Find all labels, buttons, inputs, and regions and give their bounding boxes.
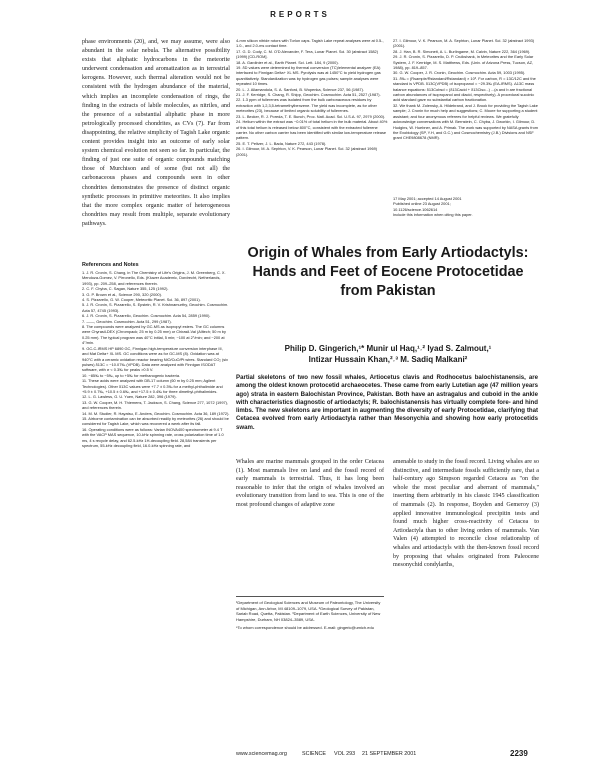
- reference-item: 10. −85‰ to −5‰, up to +5‰ for methanogenic bacteria.: [82, 372, 181, 378]
- reference-item: 4. S. Pizzarello, G. W. Cooper, Meteoritic Planet. Sci. 36, 897 (2001).: [82, 297, 201, 303]
- reference-item: 30. G. W. Cooper, J. R. Cronin, Geochim. Cosmochim. Acta 59, 1003 (1995).: [393, 70, 526, 76]
- reference-item: 23. L. Becker, R. J. Poreda, T. E. Bunch, Proc. Natl. Acad. Sci. U.S.A. 97, 2979 (2000).: [236, 113, 386, 119]
- reference-item: 19. δD values were determined by thermal conversion (TC)/elemental analyzer (EA) interfaced to Finnigan Delta+ XL MS. Pyrolysis was at 1450°C to yield hydrogen gas quantitatively. Standardization was by hydrogen gas pulses; sample analyses were repeated 10 times.: [236, 65, 381, 87]
- received-date: 17 May 2001; accepted 14 August 2001: [393, 196, 462, 201]
- abstract: Partial skeletons of two new fossil whales, Artiocetus clavis and Rodhocetus balochistanensis, are among the oldest known protocetid archaeocetes. These came from early Lutetian age (47 million years ago) strata in eastern Balochistan Province, Pakistan. Both have an astragalus and cuboid in the ankle with characteristics diagnostic of artiodactyls; R. balochistanensis has virtually complete fore- and hind limbs. The new skeletons are important in augmenting the diversity of early Protocetidae, clarifying that Cetacea evolved from early Artiodactyla rather than Mesonychia and showing how early protocetids swam.: [236, 374, 538, 431]
- footer-date: 21 SEPTEMBER 2001: [362, 751, 417, 757]
- reference-item: 9. GC-C-IRMS HP 6890 GC, Finnigan high-temperature conversion interphase III, and Mat Delta+ XL MS. GC conditions were as for GC-MS (8). Oxidation was at 940°C with a ceramic oxidation reactor bearing NiO/CuO/Pt wires. Standard CO₂ (six pulses) δ13C = −10.07‰ (VPDB). Data were analyzed with Finnigan ISODAT software, with σ < 0.3‰ for peaks >0.5 V.: [82, 345, 228, 373]
- section-header: REPORTS: [270, 10, 330, 19]
- references-col3: [393, 38, 539, 141]
- reference-item: 8. The compounds were analyzed by GC-MS as isopropyl esters. The GC columns were Chyrasil-DEX (Chrompack; 25 m by 0.25 mm) or Chirasil-Val (Alltech; 50 m by 0.25 mm). The typical program was 40°C initial, 5 min; ~100 at 2°/min; and ~200 at 4°/min.: [82, 324, 226, 346]
- author-list: [238, 343, 538, 365]
- reference-item: 32. We thank M. Zolensky, A. Hildebrand, and J. Brook for providing the Tagish Lake sample; J. Cronin for much help and suggestions; C. Moore for supporting a student assistant; and four anonymous referees for helpful reviews. We gratefully acknowledge conversations with M. Bernstein, C. Chyba, J. Dworkin, I. Gilmour, D. Hudgins, W. Huebner, and A. Primak. The work was supported by NASA grants from the Exobiology (SP, Y.H, and G.C.) and Cosmochemistry (J.B.) Divisions and NSF grant CHE9808678 (NMR).: [393, 102, 539, 141]
- reference-item: 15. Airborne contamination can be absorbed readily by meteorites (26) and should be considered for Tagish Lake, which was recovered a week after its fall.: [82, 415, 229, 427]
- reference-item: 18. A. Gardinier et al., Earth Planet. Sci. Lett. 184, 9 (2000).: [236, 59, 339, 65]
- reference-item: 1. J. R. Cronin, S. Chang, in The Chemistry of Life's Origins, J. M. Greenberg, C. X. Mendoza-Gomez, V. Pirronello, Eds. (Kluwer Academic, Dordrecht, Netherlands, 1993), pp. 209–258, and references therein.: [82, 270, 226, 286]
- authors-line-2: Intizar Hussain Khan,²˒³ M. Sadiq Malkani²: [308, 355, 468, 364]
- reference-item: 2. C. F. Chyba, C. Sagan, Nature 355, 125 (1992).: [82, 286, 169, 292]
- reference-item: 14. M. M. Studier, R. Hayatsu, E. Anders, Geochim. Cosmochim. Acta 36, 189 (1972).: [82, 410, 230, 416]
- doi: 10.1126/science.1062614: [393, 206, 438, 212]
- reference-item: 6. J. R. Cronin, S. Pizzarello, Geochim. Cosmochim. Acta 54, 2859 (1990).: [82, 313, 211, 319]
- page-number: 2239: [510, 749, 528, 758]
- reference-item: 22. 1.3 ppm of fullerenes was isolated from the bulk carbonaceous residues by extraction with 1,2,3,5-tetramethylbenzene. The yield was incomplete, as for other meteorites (23), because of limited organic solubility of fullerenes.: [236, 97, 377, 114]
- references-heading: References and Notes: [82, 262, 139, 268]
- reference-item: 26. I. Gilmour, M. A. Sephton, V. K. Pearson, Lunar Planet. Sci. 32 (abstract 1969) (2001).: [236, 146, 378, 157]
- references-col2: [236, 38, 388, 157]
- footer-url: www.sciencemag.org: [236, 751, 287, 757]
- reference-item: 24. Helium within the extract was ~0.01% of total helium in the bulk material. About 40% of this total helium is released below 800°C, consistent with the extracted fullerene carrier. No other carbon carrier has been identified with similar low-temperature release pattern.: [236, 119, 388, 141]
- reference-item: 3. G. P. Brown et al., Science 290, 320 (2000).: [82, 291, 162, 297]
- reference-item: 17. G. D. Cody, C. M. O'D Alexander, F. Tera, Lunar Planet. Sci. 30 (abstract 1582) (1999) [CD-ROM].: [236, 48, 379, 60]
- published-date: Published online 23 August 2001;: [393, 201, 451, 207]
- reference-item: 7. ——, Geochim. Cosmochim. Acta 51, 299 (1987).: [82, 318, 172, 324]
- reference-item: 21. J. F. Kerridge, S. Chang, R. Shipp, Geochim. Cosmochim. Acta 51, 2527 (1987).: [236, 92, 381, 98]
- affiliations: [236, 596, 384, 631]
- reference-item: 20. L. J. Allamandola, S. A. Sanford, B. Wopenka, Science 237, 56 (1987).: [236, 86, 364, 92]
- reference-item: 11. These acids were analyzed with DB-17 column (60 m by 0.25 mm; Agilent Technologies). Other δ13C values were +7.7 ± 0.3‰ for a methyl-phthalimide and +5.9 ± 0.7‰, +10.5 ± 0.6‰, and +17.5 ± 0.4‰ for three dimethyl-phthalimides.: [82, 378, 223, 394]
- publication-dates: [393, 196, 539, 218]
- footer-volume: VOL 293: [334, 751, 356, 757]
- paragraph: phase environments (20), and, we may assume, were also abundant in the solar nebula. The alternative possibility exists that aliphatic hydrocarbons in the meteorite underwent condensation and aromatization as in terrestrial kerogens. However, such thermal alteration would not be consistent with the hydrogen abundance of the material, which implies an incomplete condensation of rings, the finding in the extracts of labile molecules, as nitriles, and the presence of a substantial aliphatic phase in more petrologically processed chondrites, as CVs (7). Far from disappointing, the relative simplicity of Tagish Lake organic content provides insight into an outcome of early solar system chemical evolution not seen so far. In particular, the finding of just one suite of organic compounds matching those of Murchison and of some (but not all) the carbonaceous phases and compounds seen in other chondrites demonstrates the presence of distinct organic synthetic processes in primitive meteorites. It also implies that the more complex organic matter of heterogeneous chondrites may result from multiple, separate evolutionary pathways.: [82, 39, 230, 227]
- reference-item: 13. G. W. Cooper, M. H. Thiemens, T. Jackson, S. Chang, Science 277, 1072 (1997), and references therein.: [82, 399, 229, 411]
- affiliation-list: ¹Department of Geological Sciences and Museum of Paleontology, The University of Michigan, Ann Arbor, MI 48109–1079, USA. ²Geological Survey of Pakistan, Sariab Road, Quetta, Pakistan. ³Department of Earth Sciences, University of New Hampshire, Durham, NH 03824–3589, USA.: [236, 600, 381, 622]
- reference-item: 27. I. Gilmour, V. K. Pearson, M. A. Sephton, Lunar Planet. Sci. 32 (abstract 1993) (2001).: [393, 38, 535, 49]
- reference-item: 25. E. T. Peltzer, J. L. Bada, Nature 272, 443 (1978).: [236, 140, 327, 146]
- references-col1: [82, 270, 230, 448]
- citation-note: Include this information when citing this paper.: [393, 212, 473, 218]
- body-text-col3: amenable to study in the fossil record. Living whales are so distinctive, and intermediate fossils sufficiently rare, that a half-century ago Simpson regarded Cetacea as "on the whole the most peculiar and aberrant of mammals," inserting them arbitrarily in his classic 1945 classification of mammals (2). In response, Boyden and Gemeroy (3) applied innovative immunological precipitin tests and found much higher cross-reactivity of Cetacea to Artiodactyla than to other living orders of mammals. Van Valen (4) attempted to reconcile close relationship of whales and artiodactyls with the then-known fossil record by proposing that whales originated from Paleocene mesonychid condylarths,: [393, 459, 539, 569]
- body-text-col1: [82, 38, 230, 229]
- body-text-col2: Whales are marine mammals grouped in the order Cetacea (1). Most mammals live on land and the fossil record of early mammals is terrestrial. Thus, it has long been reasonable to infer that the origin of whales involved an evolutionary transition from land to sea. This is one of the most profound changes of adaptive zone: [236, 459, 384, 508]
- reference-item: 28. J. Han, B. R. Simoneit, A. L. Burlingame, M. Calvin, Nature 222, 364 (1969).: [393, 48, 531, 54]
- reference-item: 4-mm silicon nitride rotors with Torlon caps. Tagish Lake repeat analyses were at 0.5-, 1.0-, and 2.0-ms contact time.: [236, 38, 384, 49]
- reference-item: 12. L. G. Lawless, G. U. Yuen, Nature 282, 396 (1979).: [82, 394, 177, 400]
- authors-line-1: Philip D. Gingerich,¹* Munir ul Haq,¹˒² Iyad S. Zalmout,¹: [284, 344, 492, 353]
- article-title: Origin of Whales from Early Artiodactyls: Hands and Feet of Eocene Protocetidae from Pakistan: [247, 245, 529, 299]
- footer-journal: SCIENCE: [302, 751, 326, 757]
- reference-item: 29. J. R. Cronin, S. Pizzarello, D. P. Cruikshank, in Meteorites and the Early Solar System, J. F. Kerridge, M. S. Matthews, Eds. (Univ. of Arizona Press, Tucson, AZ, 1988), pp. 819–857.: [393, 54, 534, 71]
- correspondence-note: *To whom correspondence should be addressed. E-mail: gingeric@umich.edu: [236, 625, 374, 630]
- reference-item: 31. δ‰ = (Rsample/Rstandard/Rstandard) × 10³. For carbon, R = 13C/12C and the standard is VPDB. δ13C(VPDB) of isopropanol = −29.3‰ (EA-IRMS). Δ13C mass balance equations: δ13Cobsd = (δ13Cacid + δ13Ciso...) ...(a and b are fractional carbon abundances of isopropanol and diacid, respectively). A procedural succinic acid standard gave no substantial carbon fractionation.: [393, 75, 536, 103]
- reference-item: 16. Operating conditions were as follows: Varian INOVA400 spectrometer at 9.4 T with the VACP MAS sequence, 10-kHz spinning rate, cross polarization time of 1.0 ms, 4 s recycle delay, and 62.5-kHz 1H-decoupling field. 28,584 transients per spectrum, 55-kHz decoupling field, 16.0-kHz spinning rate, and: [82, 426, 224, 448]
- reference-item: 5. J. R. Cronin, S. Pizzarello, S. Epstein, R. V. Krishnamurthy, Geochim. Cosmochim. Acta 57, 4745 (1993).: [82, 302, 229, 313]
